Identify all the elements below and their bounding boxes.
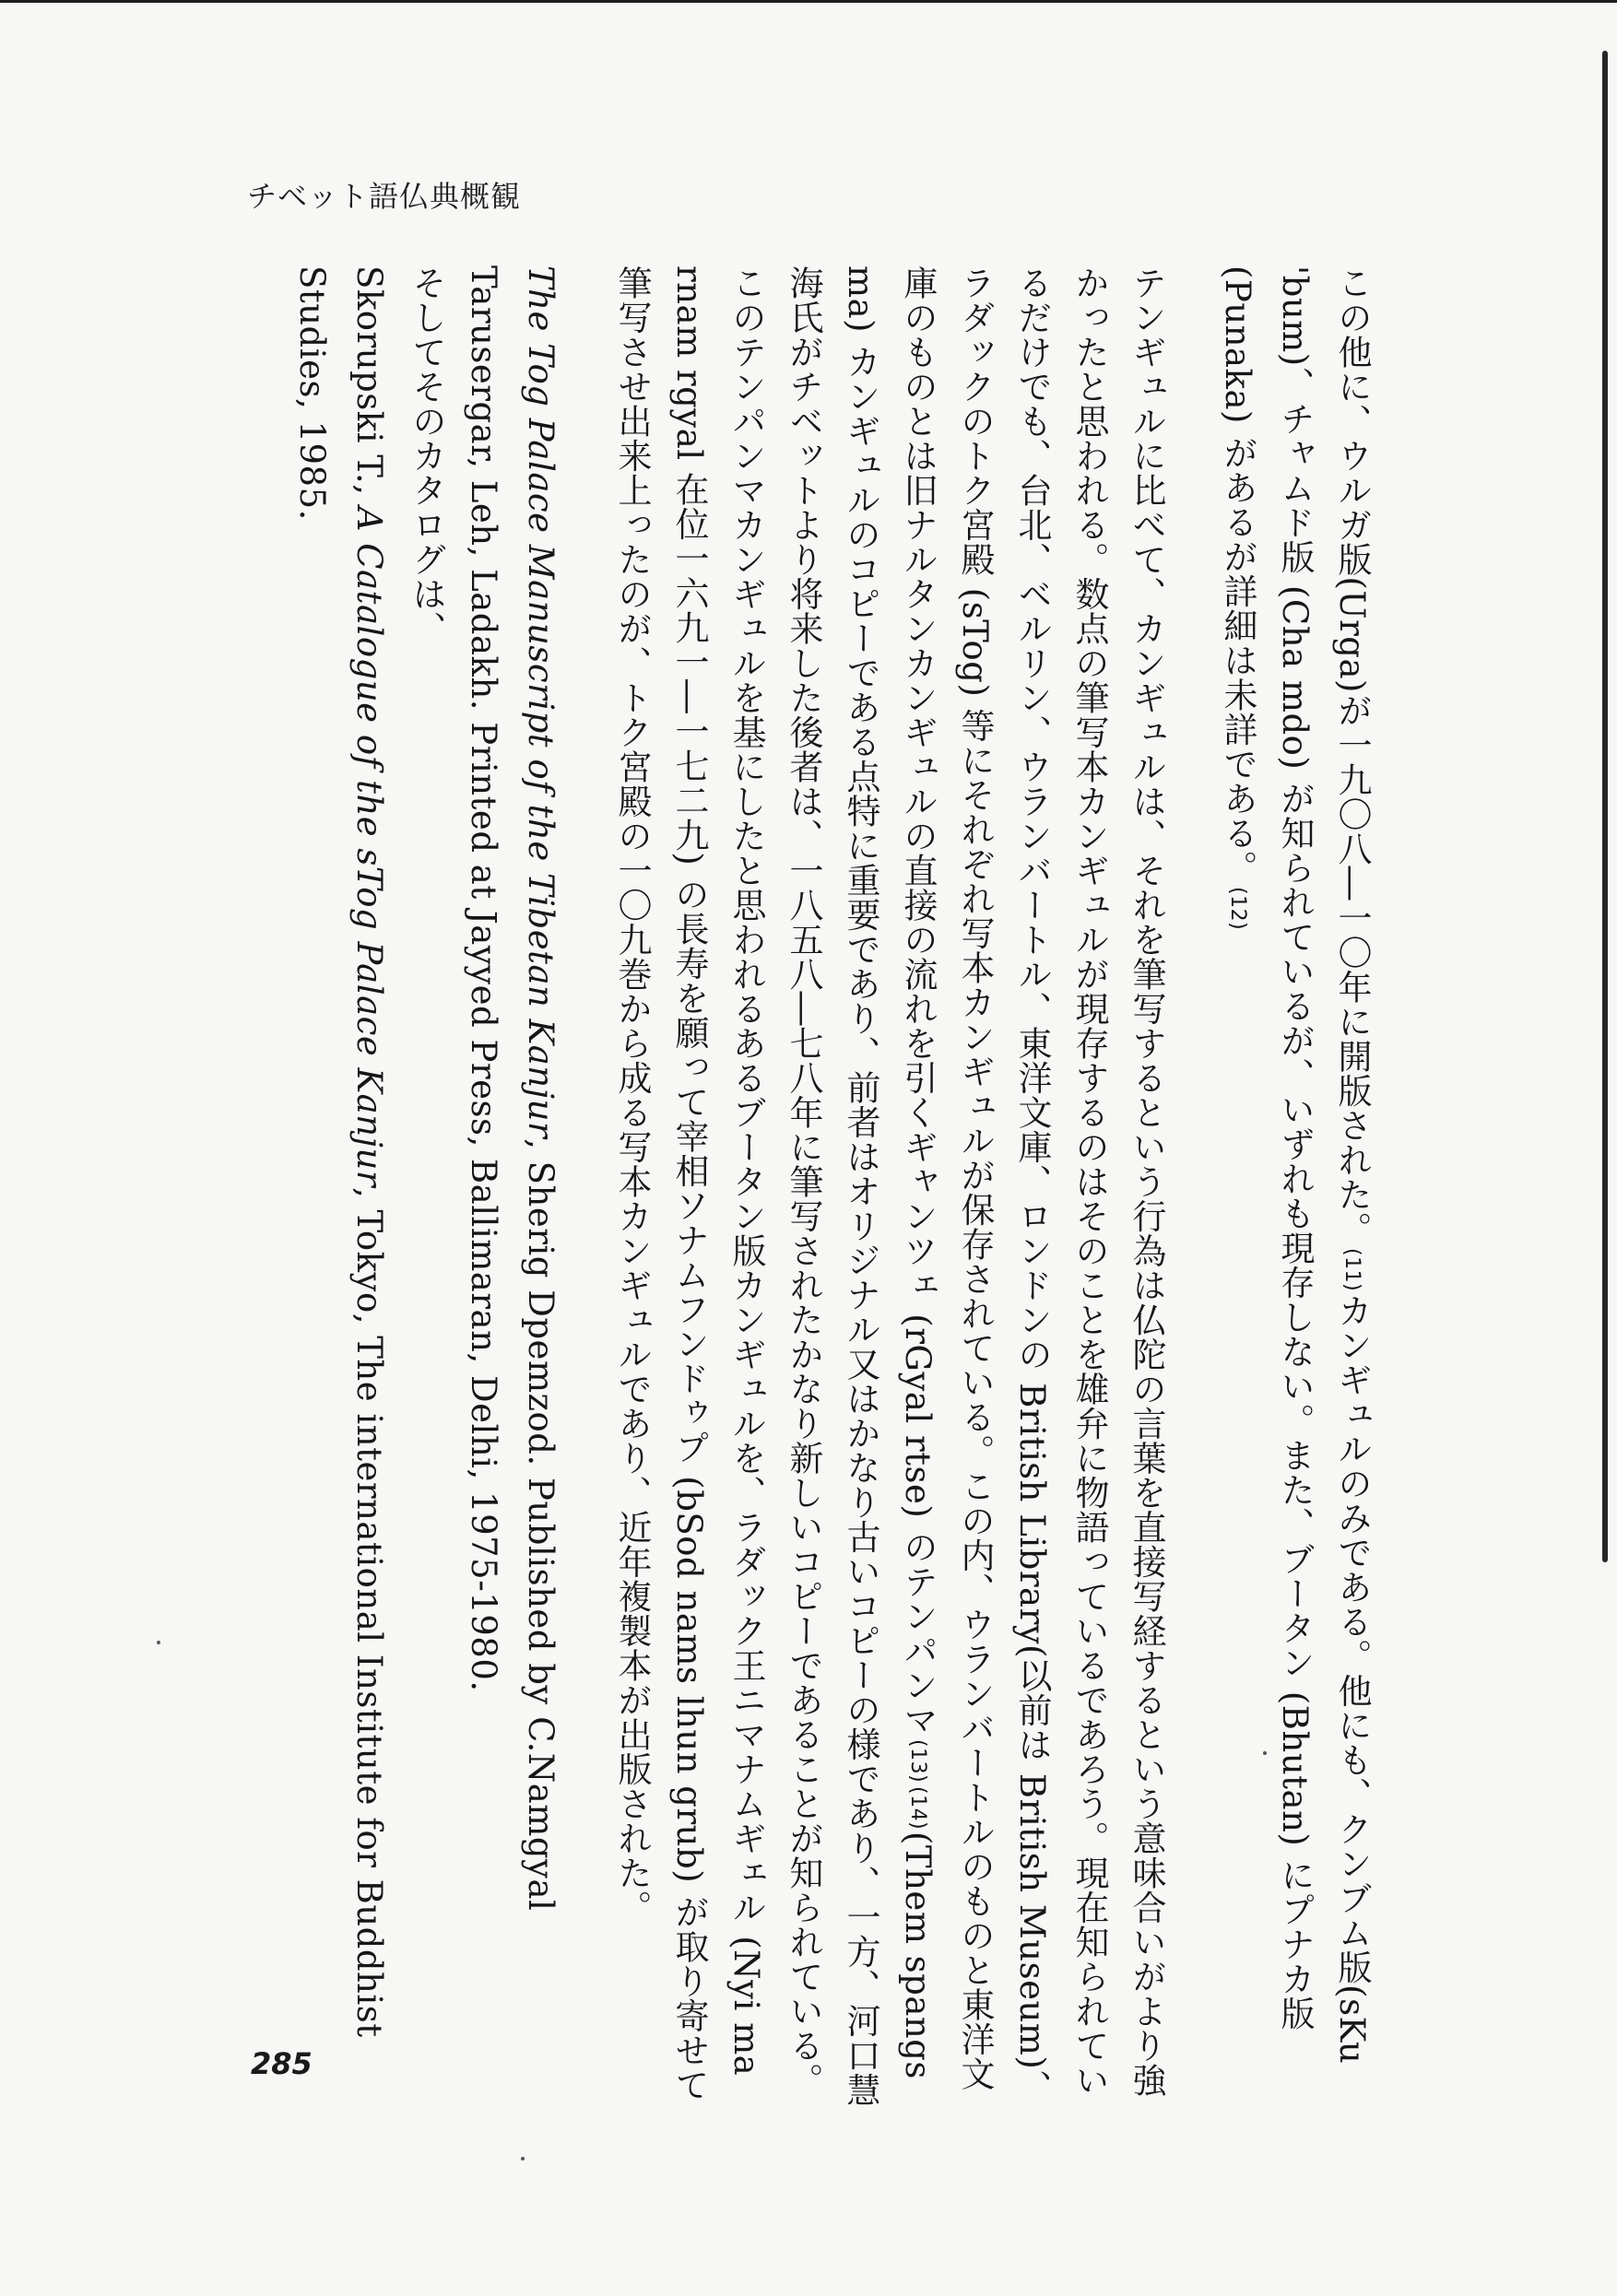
note-marker-12: (12) bbox=[1226, 886, 1249, 930]
paragraph-1-part-a: この他に、ウルガ版(Urga)が一九〇八―一〇年に開版された。 bbox=[1332, 265, 1372, 1246]
scan-speck bbox=[157, 1641, 160, 1644]
note-marker-14: (14) bbox=[906, 1785, 929, 1830]
paragraph-2-part-b: (Them spangs ma) カンギュルのコピーである点特に重要であり、前者はオリジナル又はかなり古いコピーの様であり、一方、河口慧海氏がチベットより将来した後者は、一八五八―七八年に筆写されたかなり新しいコピーであることが知られている。このテンパンマカンギュルを基にしたと思われるあるブータン版カンギュルを、ラダック王ニマナムギェル (Nyi ma rnam rgyal 在位一六九一―一七二九) の長寿を願って宰相ソナムフンドゥプ (bSod nams lhun grub) が取り寄せて筆写させ出来上ったのが、トク宮殿の一〇九巻から成る写本カンギュルであり、近年複製本が出版された。 bbox=[612, 265, 938, 2107]
scan-speck bbox=[521, 2157, 525, 2161]
page-edge-shadow bbox=[1602, 51, 1608, 1562]
page-number: 285 bbox=[251, 2046, 313, 2081]
reference-2-author: Skorupski T., bbox=[349, 265, 389, 507]
paragraph-2 bbox=[603, 265, 1209, 2109]
body-text bbox=[216, 265, 1414, 2109]
reference-1-title: The Tog Palace Manuscript of the Tibetan Kanjur bbox=[521, 265, 561, 1139]
reference-2-title: A Catalogue of the sTog Palace Kanjur bbox=[349, 506, 389, 1188]
reference-1 bbox=[454, 265, 603, 2109]
running-title: チベット語仏典概観 bbox=[247, 179, 522, 214]
scan-speck bbox=[1263, 1751, 1267, 1755]
reference-2-details: , Tokyo, The international Institute for Buddhist Studies, 1985. bbox=[292, 265, 389, 2038]
reference-1-details: , Sherig Dpemzod. Published by C.Namgyal Tarusergar, Leh, Ladakh. Printed at Jayyed Press, Ballimaran, Delhi, 1975-1980. bbox=[464, 265, 561, 1912]
paragraph-1-part-b: カンギュルのみである。他にも、クンブム版(sKu 'bum)、チャムド版 (Cha mdo) が知られているが、いずれも現存しない。また、ブータン (Bhutan) にプナカ版 (Punaka) があるが詳細は未詳である。 bbox=[1218, 265, 1372, 2065]
note-marker-11: (11) bbox=[1340, 1247, 1363, 1292]
paragraph-1 bbox=[1209, 265, 1414, 2109]
paragraph-2-part-a: テンギュルに比べて、カンギュルは、それを筆写するという行為は仏陀の言葉を直接写経するという意味合いがより強かったと思われる。数点の筆写本カンギュルが現存するのはそのことを雄弁に物語っているであろう。現在知られているだけでも、台北、ベルリン、ウランバートル、東洋文庫、ロンドンの British Library(以前は British Museum)、ラダックのトク宮殿 (sTog) 等にそれぞれ写本カンギュルが保存されている。この内、ウランバートルのものと東洋文庫のものとは旧ナルタンカンギュルの直接の流れを引くギャンツェ (rGyal rtse) のテンパンマ bbox=[898, 265, 1166, 2104]
reference-2 bbox=[283, 265, 397, 2109]
paragraph-3: そしてそのカタログは、 bbox=[407, 265, 446, 646]
note-marker-13: (13) bbox=[906, 1738, 929, 1783]
top-rule bbox=[0, 0, 1617, 3]
